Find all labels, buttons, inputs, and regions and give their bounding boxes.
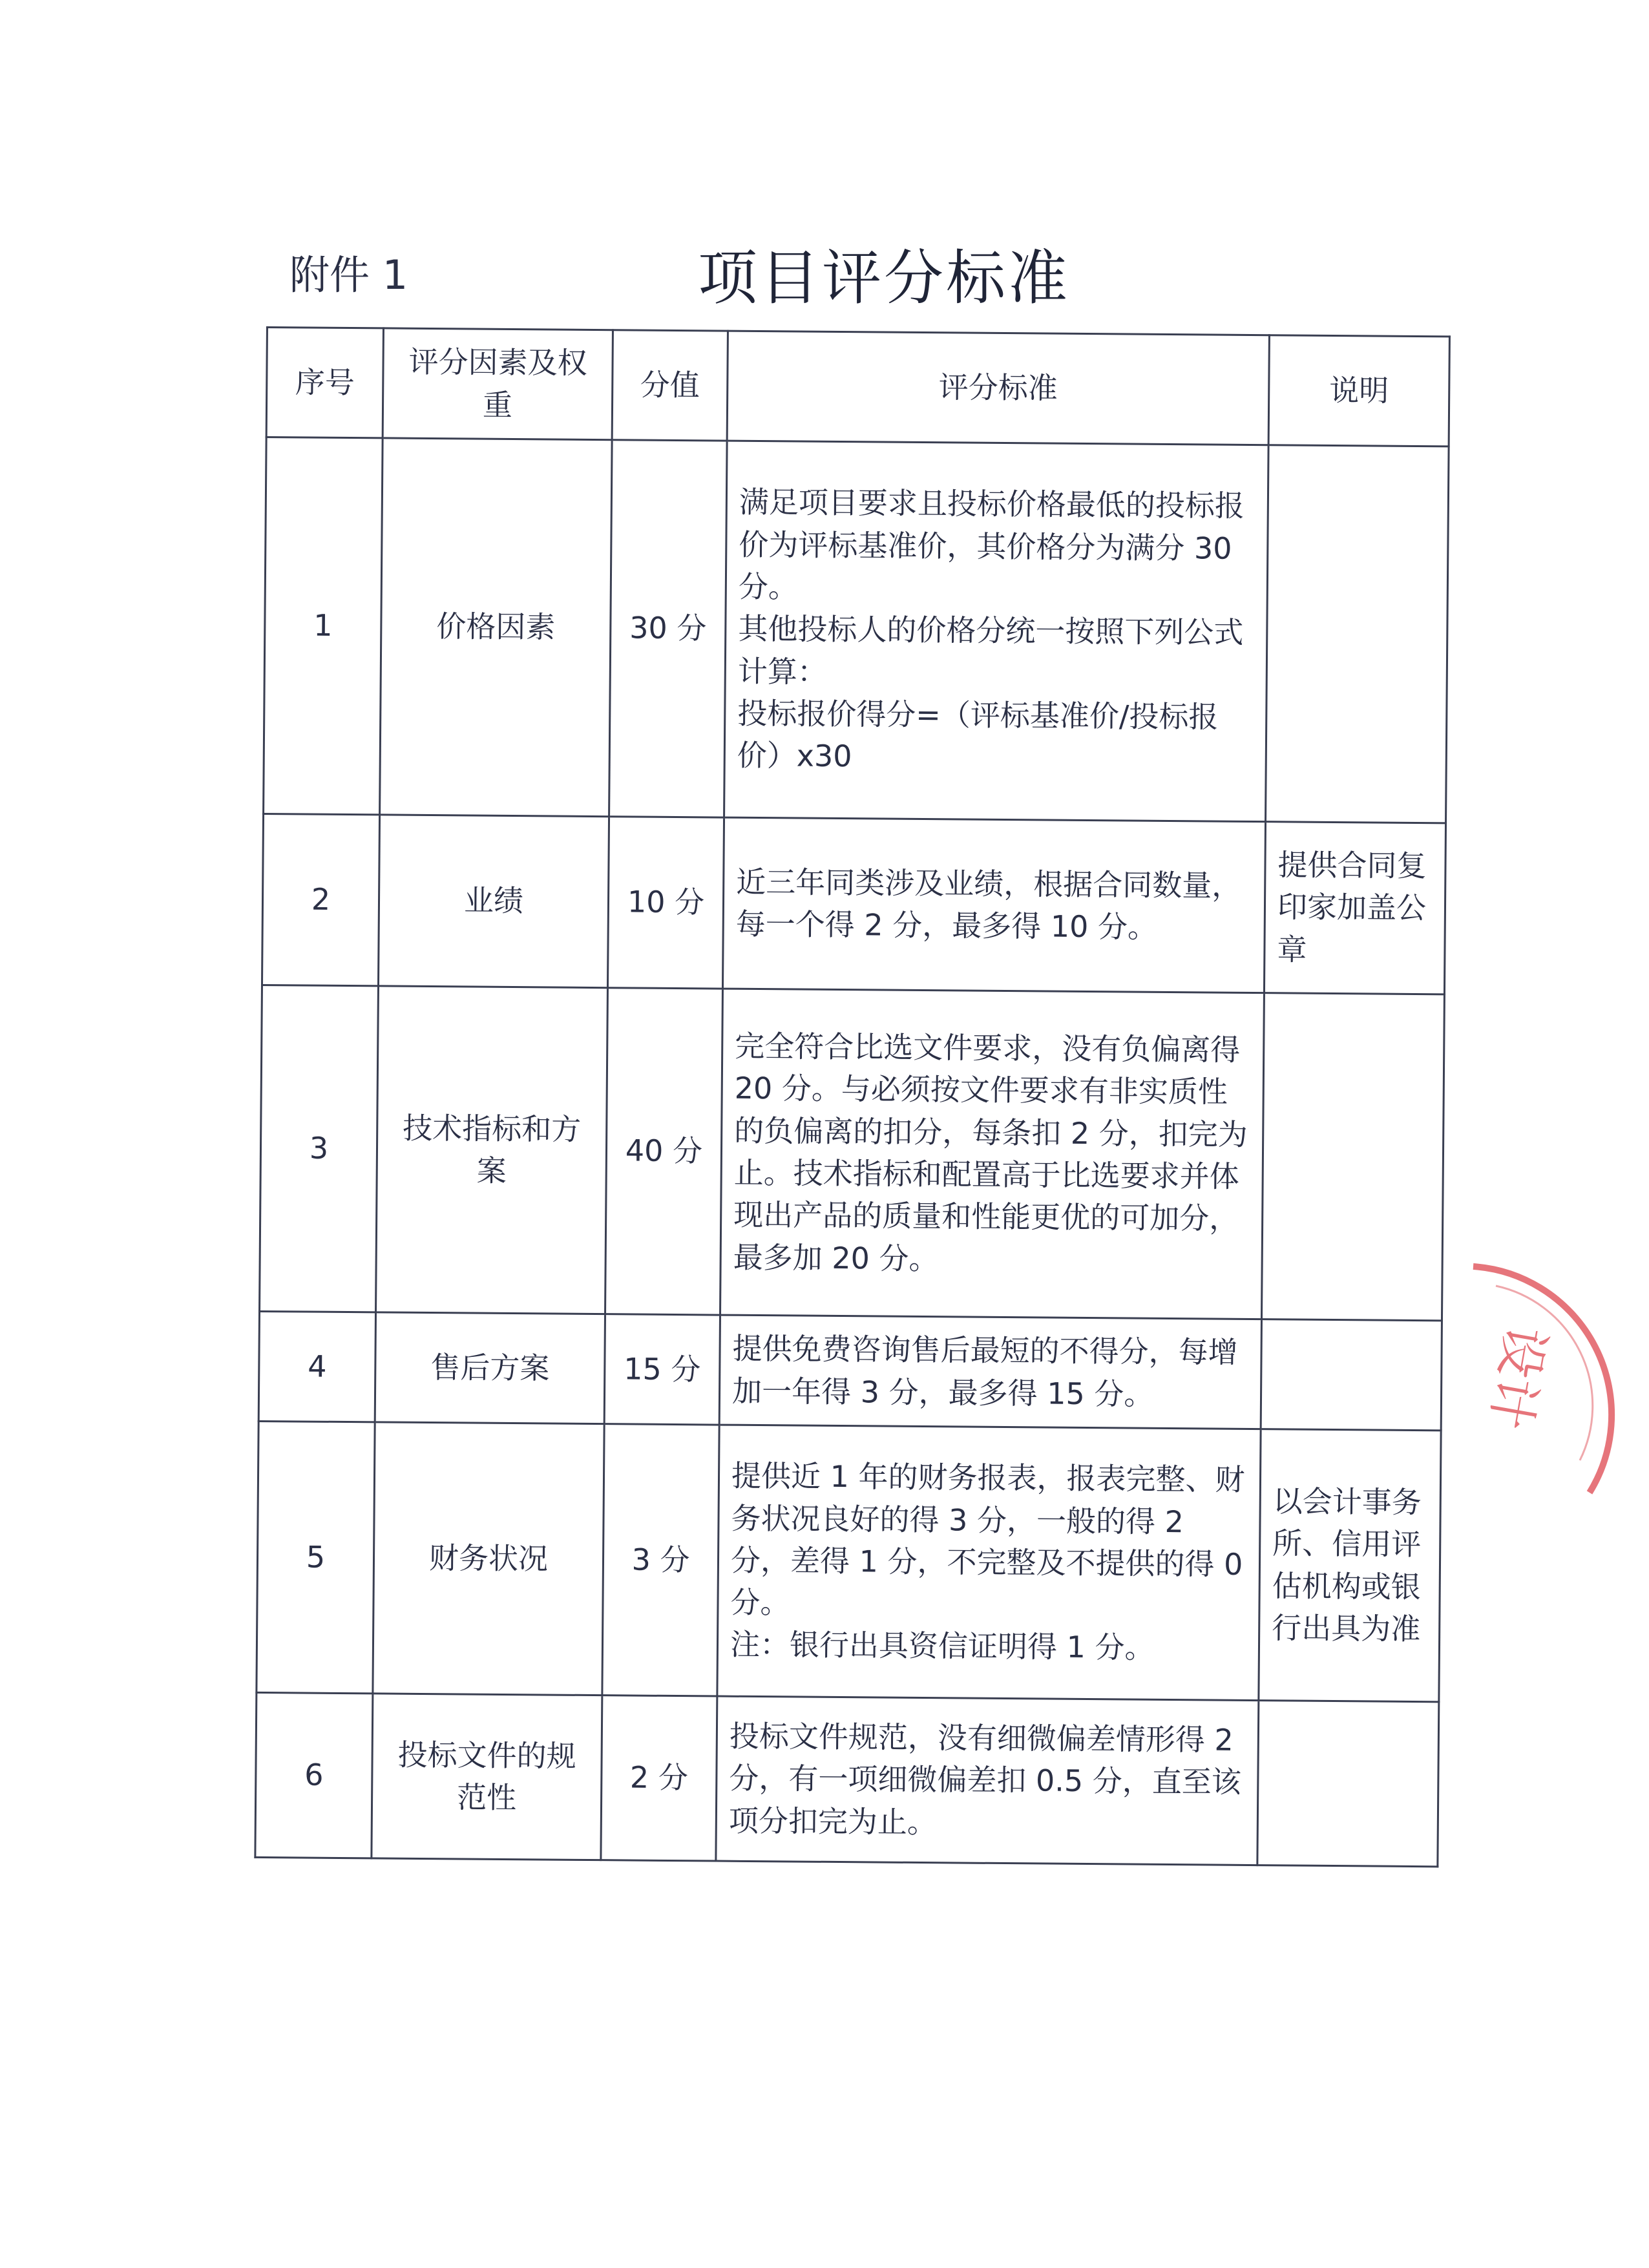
criteria-line: 其他投标人的价格分统一按照下列公式计算： [737, 611, 1244, 689]
row-score: 15 分 [604, 1314, 720, 1425]
row-factor: 价格因素 [380, 438, 613, 817]
row-criteria [719, 1315, 1261, 1429]
row-criteria [722, 817, 1265, 993]
scoring-table [254, 326, 1451, 1867]
row-note [1261, 993, 1444, 1321]
header-cell-note: 说明 [1268, 335, 1449, 446]
row-criteria [717, 1425, 1261, 1701]
row-score: 10 分 [607, 817, 724, 989]
criteria-line: 完全符合比选文件要求，没有负偏离得 20 分。与必须按文件要求有非实质性的负偏离的扣分，每条扣 2 分，扣完为止。技术指标和配置高于比选要求并体现出产品的质量和性能更优的可加分，最多加 20 分。 [733, 1028, 1248, 1276]
row-number: 6 [255, 1692, 373, 1858]
row-score: 3 分 [602, 1424, 719, 1696]
table-row [264, 437, 1449, 823]
row-number: 1 [264, 437, 383, 815]
table-row [257, 1421, 1441, 1701]
row-note [1261, 1319, 1442, 1431]
criteria-line: 注：银行出具资信证明得 1 分。 [730, 1627, 1155, 1666]
table-row [260, 985, 1445, 1320]
attachment-label: 附件 1 [289, 251, 408, 299]
row-note [1266, 445, 1449, 823]
row-number: 5 [257, 1421, 375, 1693]
row-number: 4 [258, 1311, 375, 1422]
table-row [258, 1311, 1442, 1430]
table-row [262, 814, 1445, 994]
row-factor: 投标文件的规范性 [372, 1694, 602, 1860]
criteria-line: 投标文件规范，没有细微偏差情形得 2 分，有一项细微偏差扣 0.5 分，直至该项分扣完为止。 [728, 1718, 1241, 1840]
table-row [255, 1692, 1439, 1866]
row-score: 40 分 [605, 988, 723, 1315]
header-cell-score: 分值 [612, 330, 728, 441]
table-header-row [266, 328, 1449, 446]
row-criteria [724, 441, 1269, 822]
row-criteria [716, 1696, 1259, 1865]
company-seal-stamp [1447, 1247, 1649, 1518]
row-factor: 技术指标和方案 [376, 986, 608, 1314]
header-cell-no: 序号 [266, 328, 383, 438]
criteria-line: 提供近 1 年的财务报表，报表完整、财务状况良好的得 3 分，一般的得 2 分，差得 1 分，不完整及不提供的得 0 分。 [730, 1458, 1245, 1621]
criteria-line: 满足项目要求且投标价格最低的投标报价为评标基准价，其价格分为满分 30 分。 [738, 485, 1245, 605]
row-number: 2 [262, 814, 379, 985]
row-score: 2 分 [601, 1696, 717, 1861]
criteria-line: 近三年同类涉及业绩，根据合同数量，每一个得 2 分，最多得 10 分。 [735, 864, 1242, 945]
row-note: 提供合同复印家加盖公章 [1264, 822, 1445, 994]
row-factor: 财务状况 [373, 1422, 604, 1696]
row-number: 3 [260, 985, 379, 1312]
document-title: 项目评分标准 [698, 244, 1071, 313]
criteria-line: 提供免费咨询售后最短的不得分，每增加一年得 3 分，最多得 15 分。 [731, 1330, 1238, 1412]
row-factor: 业绩 [378, 815, 609, 988]
row-score: 30 分 [609, 440, 728, 817]
svg-text:设计: 设计 [1478, 1321, 1557, 1434]
header-cell-factor: 评分因素及权重 [383, 328, 613, 440]
row-factor: 售后方案 [375, 1312, 605, 1424]
header-cell-criteria: 评分标准 [727, 331, 1269, 445]
row-note: 以会计事务所、信用评估机构或银行出具为准 [1259, 1429, 1441, 1702]
row-note [1257, 1701, 1439, 1867]
row-criteria [720, 989, 1265, 1319]
criteria-line: 投标报价得分=（评标基准价/投标报价）x30 [737, 695, 1219, 774]
